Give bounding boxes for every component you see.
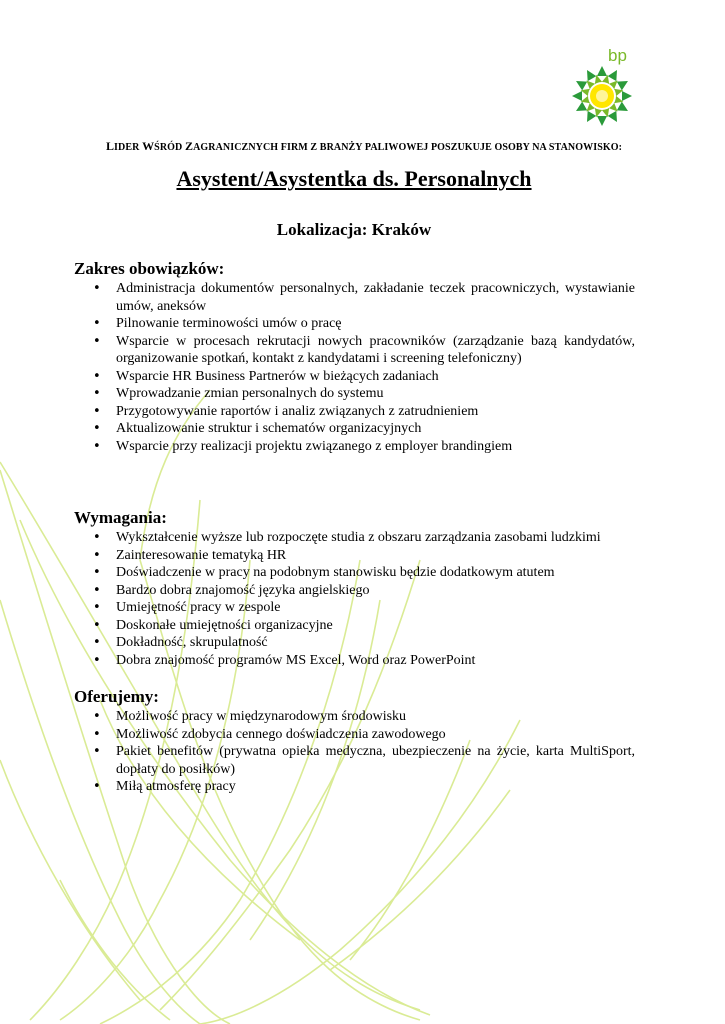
list-item: • Bardzo dobra znajomość języka angielskiego <box>74 582 635 600</box>
list-item: • Umiejętność pracy w zespole <box>74 599 635 617</box>
requirements-heading: Wymagania: <box>74 508 167 527</box>
requirements-list <box>74 529 635 669</box>
list-item: • Pakiet benefitów (prywatna opieka medyczna, ubezpieczenie na życie, karta MultiSport, dopłaty do posiłków) <box>74 743 635 778</box>
list-item: • Wykształcenie wyższe lub rozpoczęte studia z obszaru zarządzania zasobami ludzkimi <box>74 529 635 547</box>
list-item: • Dobra znajomość programów MS Excel, Word oraz PowerPoint <box>74 652 635 670</box>
offer-heading: Oferujemy: <box>74 687 159 706</box>
headline: LIDER WŚRÓD ZAGRANICZNYCH FIRM Z BRANŻY PALIWOWEJ POSZUKUJE OSOBY NA STANOWISKO: <box>105 139 623 153</box>
list-item: • Pilnowanie terminowości umów o pracę <box>74 315 635 333</box>
duties-list <box>74 280 635 455</box>
job-title: Asystent/Asystentka ds. Personalnych <box>176 166 532 191</box>
location: Lokalizacja: Kraków <box>276 220 432 239</box>
list-item: • Aktualizowanie struktur i schematów organizacyjnych <box>74 420 635 438</box>
list-item: • Wsparcie w procesach rekrutacji nowych pracowników (zarządzanie bazą kandydatów, organizowanie spotkań, kontakt z kandydatami i screening telefoniczny) <box>74 333 635 368</box>
list-item: • Zainteresowanie tematyką HR <box>74 547 635 565</box>
list-item: • Miłą atmosferę pracy <box>74 778 635 796</box>
list-item: • Możliwość zdobycia cennego doświadczenia zawodowego <box>74 726 635 744</box>
list-item: • Możliwość pracy w międzynarodowym środowisku <box>74 708 635 726</box>
bp-logo-text: bp <box>608 46 627 65</box>
duties-heading: Zakres obowiązków: <box>74 259 225 278</box>
list-item: • Doświadczenie w pracy na podobnym stanowisku będzie dodatkowym atutem <box>74 564 635 582</box>
list-item: • Wsparcie HR Business Partnerów w bieżących zadaniach <box>74 368 635 386</box>
list-item: • Przygotowywanie raportów i analiz związanych z zatrudnieniem <box>74 403 635 421</box>
offer-list <box>74 708 635 796</box>
list-item: • Administracja dokumentów personalnych, zakładanie teczek pracowniczych, wystawianie umów, aneksów <box>74 280 635 315</box>
list-item: • Wsparcie przy realizacji projektu związanego z employer brandingiem <box>74 438 635 456</box>
list-item: • Doskonałe umiejętności organizacyjne <box>74 617 635 635</box>
list-item: • Wprowadzanie zmian personalnych do systemu <box>74 385 635 403</box>
list-item: • Dokładność, skrupulatność <box>74 634 635 652</box>
